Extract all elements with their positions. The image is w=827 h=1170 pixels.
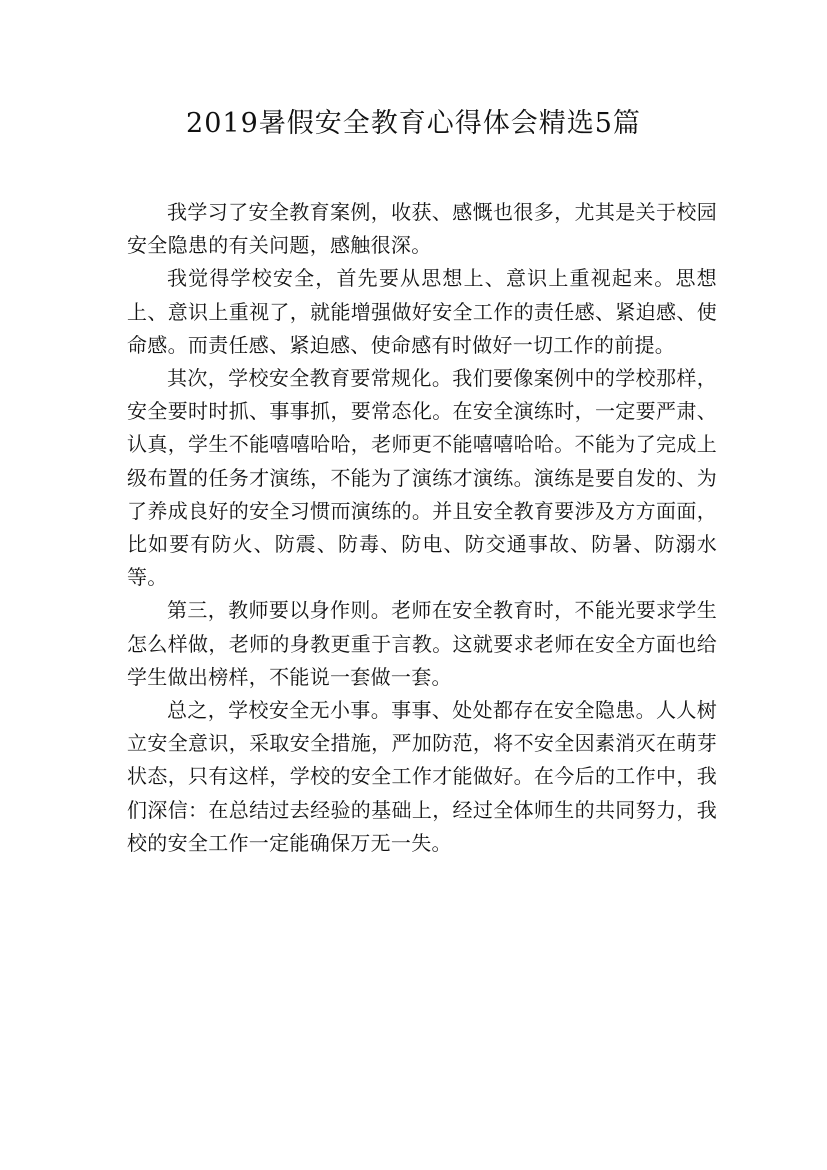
paragraph-1: 我学习了安全教育案例，收获、感慨也很多，尤其是关于校园安全隐患的有关问题，感触很深。 xyxy=(127,200,717,258)
document-title: 2019暑假安全教育心得体会精选5篇 xyxy=(186,108,641,139)
paragraph-2: 我觉得学校安全，首先要从思想上、意识上重视起来。思想上、意识上重视了，就能增强做好安全工作的责任感、紧迫感、使命感。而责任感、紧迫感、使命感有时做好一切工作的前提。 xyxy=(127,266,717,357)
paragraph-4: 第三，教师要以身作则。老师在安全教育时，不能光要求学生怎么样做，老师的身教更重于言教。这就要求老师在安全方面也给学生做出榜样，不能说一套做一套。 xyxy=(127,598,717,689)
paragraph-3: 其次，学校安全教育要常规化。我们要像案例中的学校那样，安全要时时抓、事事抓，要常态化。在安全演练时，一定要严肃、认真，学生不能嘻嘻哈哈，老师更不能嘻嘻哈哈。不能为了完成上级布置的任务才演练，不能为了演练才演练。演练是要自发的、为了养成良好的安全习惯而演练的。并且安全教育要涉及方方面面，比如要有防火、防震、防毒、防电、防交通事故、防暑、防溺水等。 xyxy=(127,366,717,590)
paragraph-5: 总之，学校安全无小事。事事、处处都存在安全隐患。人人树立安全意识，采取安全措施，严加防范，将不安全因素消灭在萌芽状态，只有这样，学校的安全工作才能做好。在今后的工作中，我们深信：在总结过去经验的基础上，经过全体师生的共同努力，我校的安全工作一定能确保万无一失。 xyxy=(127,698,717,855)
document-body xyxy=(127,196,717,860)
